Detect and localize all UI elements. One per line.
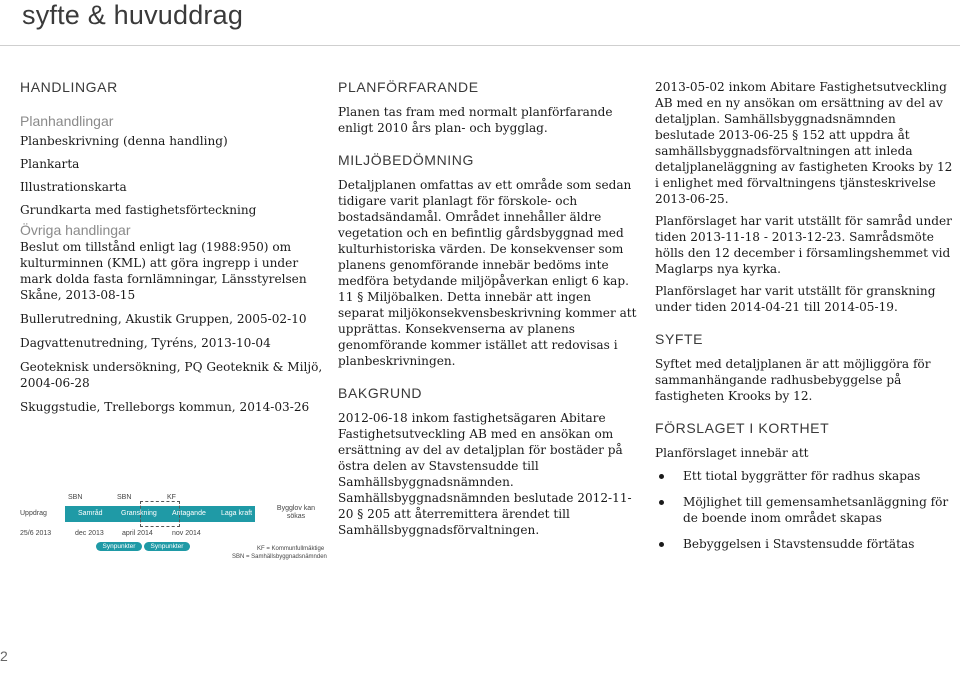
synpunkter-pill: Synpunkter	[144, 542, 190, 551]
forslaget-intro: Planförslaget innebär att	[655, 446, 809, 460]
bakgrund-heading: BAKGRUND	[338, 385, 423, 401]
other-item: Skuggstudie, Trelleborgs kommun, 2014-03-26	[20, 400, 310, 414]
syfte-text: Syftet med detaljplanen är att möjliggöra för sammanhängande radhusbebyggelse på fastigheten Krooks by 12.	[655, 357, 931, 403]
diagram-top-label: SBN	[68, 494, 83, 501]
miljobedomning-heading: MILJÖBEDÖMNING	[338, 152, 474, 168]
header-divider	[0, 45, 960, 46]
plan-item: Plankarta	[20, 157, 80, 171]
handlingar-heading: HANDLINGAR	[20, 79, 118, 95]
bakgrund-text: 2012-06-18 inkom fastighetsägaren Abitare Fastighetsutveckling AB med en ansökan om ersättning av del av detaljplan för bostäder på östra delen av Stavstensudde till Samhällsbyggnadsnämnden. Samhällsbyggnadsnämnden beslutade 2012-11-20 § 205 att återremittera ärendet till Samhällsbyggnadsförvaltningen.	[338, 411, 632, 537]
planforfarande-column	[338, 79, 638, 538]
page-number: 2	[0, 648, 12, 676]
planforfarande-heading: PLANFÖRFARANDE	[338, 79, 479, 95]
syfte-heading: SYFTE	[655, 331, 704, 347]
forslaget-list	[655, 468, 953, 552]
plan-item: Grundkarta med fastighetsförteckning	[20, 203, 257, 217]
legend-sbn: SBN = Samhällsbyggnadsnämnden	[232, 554, 327, 560]
date-label: nov 2014	[172, 530, 201, 537]
diagram-top-label: SBN	[117, 494, 132, 501]
other-item: Beslut om tillstånd enligt lag (1988:950) om kulturminnen (KML) att göra ingrepp i under mark dolda fasta fornlämningar, Länsstyrelsen Skåne, 2013-08-15	[20, 240, 307, 302]
page-title: syfte & huvuddrag	[22, 0, 244, 30]
step-antagande: Antagande	[172, 510, 206, 517]
date-label: dec 2013	[75, 530, 104, 537]
list-item: Ett tiotal byggrätter för radhus skapas	[655, 468, 953, 484]
step-laga-kraft: Laga kraft	[221, 510, 253, 517]
plan-item: Illustrationskarta	[20, 180, 127, 194]
date-label: 25/6 2013	[20, 530, 52, 537]
process-diagram	[20, 490, 335, 570]
bakgrund-text-3: Planförslaget har varit utställt för samråd under tiden 2013-11-18 - 2013-12-23. Samrådsmöte hölls den 12 december i församlingshemmet vid Maglarps nya kyrka.	[655, 214, 952, 276]
list-item: Bebyggelsen i Stavstensudde förtätas	[655, 536, 953, 552]
other-item: Dagvattenutredning, Tyréns, 2013-10-04	[20, 336, 271, 350]
bakgrund-text-4: Planförslaget har varit utställt för granskning under tiden 2014-04-21 till 2014-05-19.	[655, 284, 936, 314]
forslaget-heading: FÖRSLAGET I KORTHET	[655, 420, 830, 436]
legend-kf: KF = Kommunfullmäktige	[257, 546, 325, 552]
bakgrund-text-2: 2013-05-02 inkom Abitare Fastighetsutveckling AB med en ny ansökan om ersättning av del av detaljplan. Samhällsbyggnadsnämnden beslutade 2013-06-25 § 152 att uppdra åt samhällsbyggnadsförvaltningen att inleda detaljplaneläggning av fastigheten Krooks by 12 i enlighet med förvaltningens tjänsteskrivelse 2013-06-25.	[655, 80, 953, 206]
diagram-top-label: KF	[167, 494, 176, 501]
right-column	[655, 79, 953, 562]
other-item: Geoteknisk undersökning, PQ Geoteknik & Miljö, 2004-06-28	[20, 360, 323, 390]
date-label: april 2014	[122, 530, 153, 537]
step-samrad: Samråd	[78, 510, 103, 517]
synpunkter-pill: Synpunkter	[96, 542, 142, 551]
ovriga-handlingar-heading: Övriga handlingar	[20, 222, 131, 238]
step-uppdrag: Uppdrag	[20, 510, 47, 517]
miljobedomning-text: Detaljplanen omfattas av ett område som sedan tidigare varit planlagt för förskole- och bostadsändamål. Området innehåller äldre vegetation och en befintlig gårdsbyggnad med kulturhistoriska värden. De konsekvenser som planens genomförande innebär bedöms inte medföra betydande miljöpåverkan enligt 6 kap. 11 § Miljöbalken. Detta innebär att ingen separat miljökonsekvensbeskrivning kommer att upprättas. Konsekvenserna av planens genomförande kommer istället att redovisas i planbeskrivningen.	[338, 178, 637, 368]
step-bygglov: Bygglov kan sökas	[276, 505, 316, 520]
list-item: Möjlighet till gemensamhetsanläggning för de boende inom området skapas	[655, 494, 953, 526]
handlingar-column	[20, 79, 325, 415]
step-granskning: Granskning	[121, 510, 157, 517]
planforfarande-text: Planen tas fram med normalt planförfarande enligt 2010 års plan- och bygglag.	[338, 105, 613, 135]
other-item: Bullerutredning, Akustik Gruppen, 2005-02-10	[20, 312, 307, 326]
plan-item: Planbeskrivning (denna handling)	[20, 134, 228, 148]
planhandlingar-heading: Planhandlingar	[20, 113, 114, 129]
